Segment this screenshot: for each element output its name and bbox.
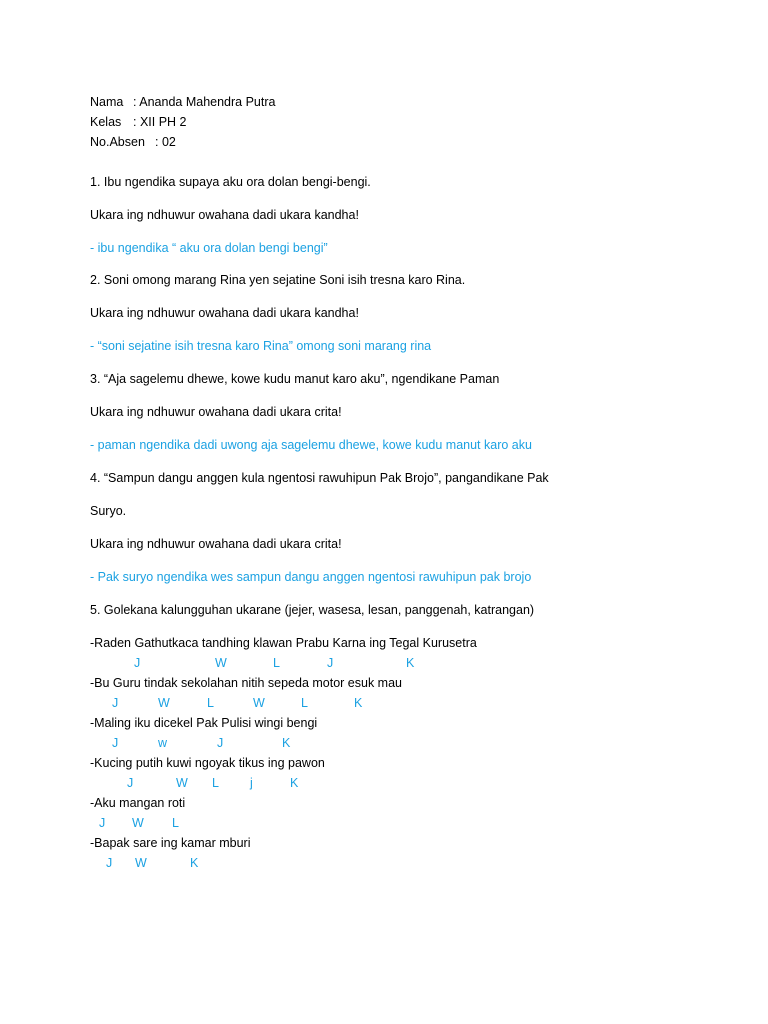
q3-question: 3. “Aja sagelemu dhewe, kowe kudu manut karo aku”, ngendikane Paman <box>90 372 500 386</box>
sentence-3-label-1: J <box>112 736 119 750</box>
sentence-1-label-1: J <box>134 656 141 670</box>
q2-question: 2. Soni omong marang Rina yen sejatine Soni isih tresna karo Rina. <box>90 273 466 287</box>
q5-sentence-2: -Bu Guru tindak sekolahan nitih sepeda motor esuk mau <box>90 676 402 690</box>
q5-sentence-3: -Maling iku dicekel Pak Pulisi wingi bengi <box>90 716 318 730</box>
sentence-3-label-2: w <box>158 736 168 750</box>
q4-answer: - Pak suryo ngendika wes sampun dangu anggen ngentosi rawuhipun pak brojo <box>90 570 532 584</box>
sentence-6-label-2: W <box>135 856 147 870</box>
q2-instruction: Ukara ing ndhuwur owahana dadi ukara kandha! <box>90 306 359 320</box>
q5-sentence-6: -Bapak sare ing kamar mburi <box>90 836 251 850</box>
sentence-2-label-2: W <box>158 696 170 710</box>
sentence-2-label-5: L <box>301 696 308 710</box>
sentence-4-label-5: K <box>290 776 299 790</box>
kelas-value: : XII PH 2 <box>133 115 187 129</box>
q5-sentence-4: -Kucing putih kuwi ngoyak tikus ing pawon <box>90 756 325 770</box>
sentence-2-label-6: K <box>354 696 363 710</box>
sentence-2-label-3: L <box>207 696 214 710</box>
nama-row <box>90 94 390 110</box>
absen-label: No.Absen <box>90 135 145 149</box>
q1-answer: - ibu ngendika “ aku ora dolan bengi bengi” <box>90 241 328 255</box>
sentence-1-label-5: K <box>406 656 415 670</box>
kelas-label: Kelas <box>90 115 122 129</box>
sentence-2-label-1: J <box>112 696 119 710</box>
q3-instruction: Ukara ing ndhuwur owahana dadi ukara crita! <box>90 405 342 419</box>
sentence-4-label-1: J <box>127 776 134 790</box>
sentence-4-label-4: j <box>250 776 253 790</box>
sentence-3-label-3: J <box>217 736 224 750</box>
q3-answer: - paman ngendika dadi uwong aja sagelemu dhewe, kowe kudu manut karo aku <box>90 438 532 452</box>
sentence-5-label-1: J <box>99 816 106 830</box>
q5-sentence-5: -Aku mangan roti <box>90 796 186 810</box>
q1-question: 1. Ibu ngendika supaya aku ora dolan bengi-bengi. <box>90 175 371 189</box>
q5-question: 5. Golekana kalungguhan ukarane (jejer, wasesa, lesan, panggenah, katrangan) <box>90 603 535 617</box>
sentence-5-label-2: W <box>132 816 144 830</box>
sentence-2-label-4: W <box>253 696 265 710</box>
sentence-1-label-2: W <box>215 656 227 670</box>
sentence-5-label-3: L <box>172 816 179 830</box>
q4-instruction: Ukara ing ndhuwur owahana dadi ukara crita! <box>90 537 342 551</box>
nama-label: Nama <box>90 95 124 109</box>
q5-sentence-1: -Raden Gathutkaca tandhing klawan Prabu Karna ing Tegal Kurusetra <box>90 636 477 650</box>
sentence-4-label-3: L <box>212 776 219 790</box>
sentence-4-label-2: W <box>176 776 188 790</box>
absen-row <box>90 134 390 150</box>
absen-value: : 02 <box>155 135 176 149</box>
sentence-3-label-4: K <box>282 736 291 750</box>
q4-question-line2: Suryo. <box>90 504 127 518</box>
sentence-6-label-1: J <box>106 856 113 870</box>
sentence-6-label-3: K <box>190 856 199 870</box>
sentence-1-label-4: J <box>327 656 334 670</box>
q1-instruction: Ukara ing ndhuwur owahana dadi ukara kandha! <box>90 208 359 222</box>
q2-answer: - “soni sejatine isih tresna karo Rina” omong soni marang rina <box>90 339 432 353</box>
nama-value: : Ananda Mahendra Putra <box>133 95 276 109</box>
sentence-1-label-3: L <box>273 656 280 670</box>
kelas-row <box>90 114 390 130</box>
q4-question-line1: 4. “Sampun dangu anggen kula ngentosi rawuhipun Pak Brojo”, pangandikane Pak <box>90 471 549 485</box>
